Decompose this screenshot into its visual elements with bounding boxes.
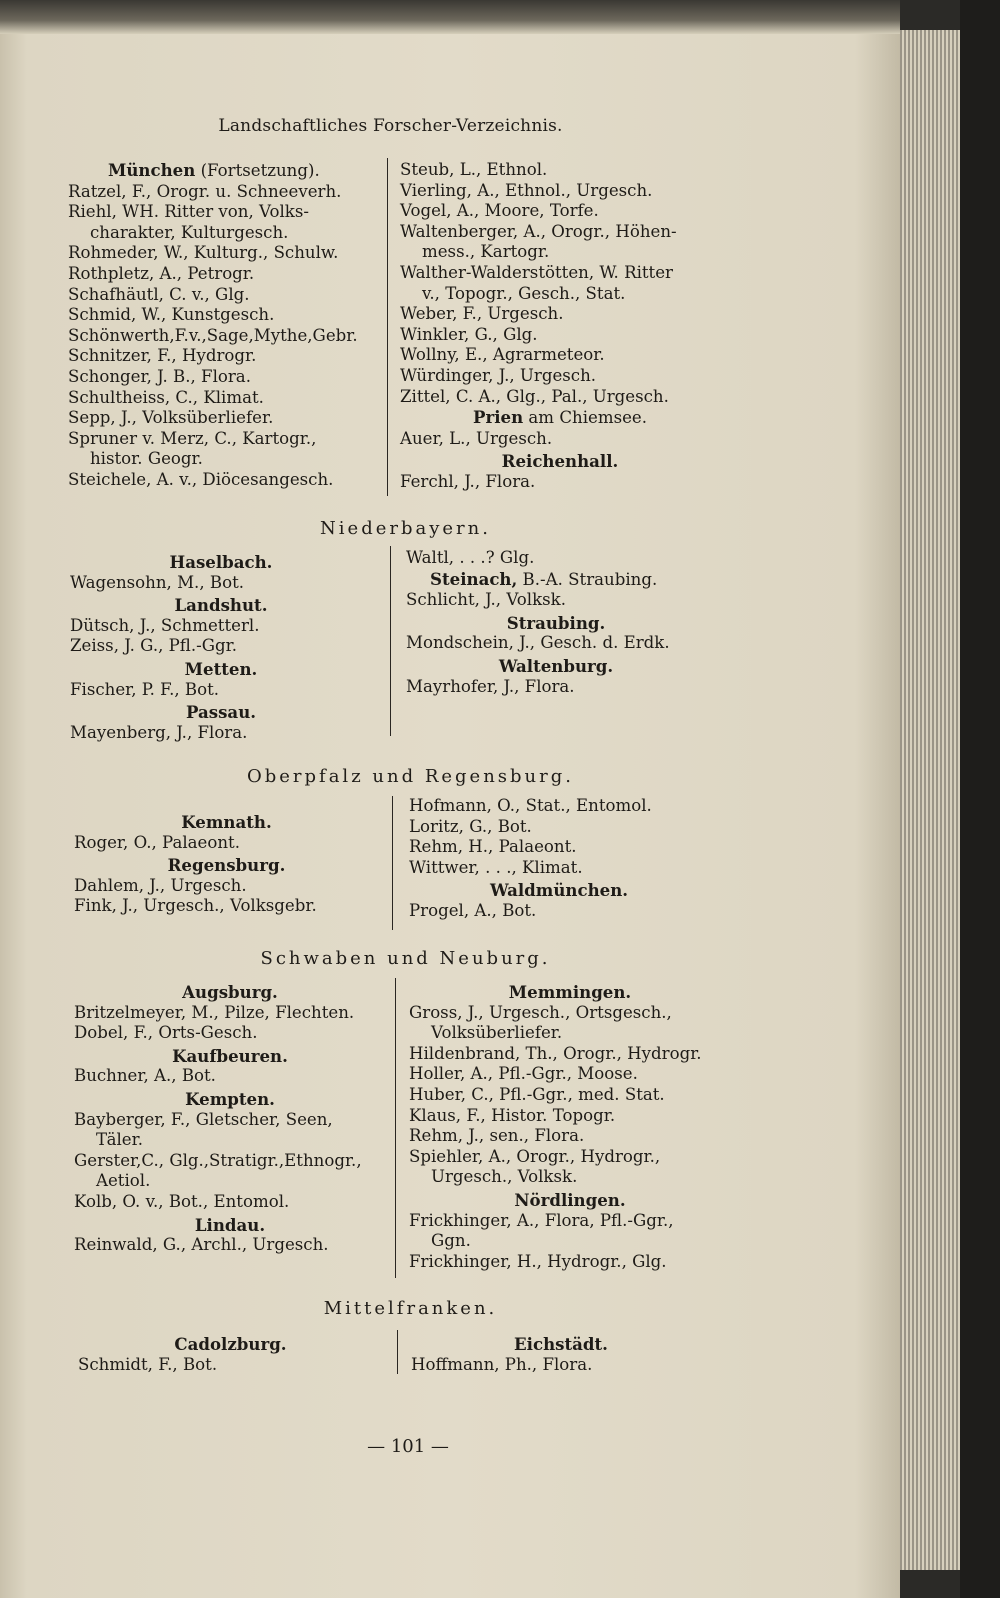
researcher-entry: Schafhäutl, C. v., Glg. bbox=[68, 284, 250, 304]
researcher-entry: Schmid, W., Kunstgesch. bbox=[68, 305, 275, 325]
column-divider bbox=[397, 1330, 398, 1374]
place-heading: Augsburg. bbox=[182, 982, 278, 1002]
place-heading: Eichstädt. bbox=[514, 1334, 608, 1354]
researcher-entry: Holler, A., Pfl.-Ggr., Moose. bbox=[409, 1064, 638, 1084]
researcher-entry: Rehm, J., sen., Flora. bbox=[409, 1126, 585, 1146]
place-heading: Kaufbeuren. bbox=[172, 1045, 288, 1066]
section-schwaben-left-column bbox=[74, 980, 386, 1256]
researcher-entry: Loritz, G., Bot. bbox=[409, 816, 532, 836]
researcher-entry: Zeiss, J. G., Pfl.-Ggr. bbox=[70, 636, 238, 656]
researcher-entry: Walther-Walderstötten, W. Ritter bbox=[400, 262, 673, 282]
researcher-entry: v., Topogr., Gesch., Stat. bbox=[422, 283, 626, 303]
page-top-edge bbox=[0, 0, 900, 34]
section-muenchen-right-column bbox=[400, 160, 720, 493]
researcher-entry: Gross, J., Urgesch., Ortsgesch., bbox=[409, 1002, 672, 1022]
researcher-entry: Kolb, O. v., Bot., Entomol. bbox=[74, 1191, 290, 1211]
researcher-entry: mess., Kartogr. bbox=[422, 242, 550, 262]
section-niederbayern-left-column bbox=[70, 550, 372, 743]
place-heading: Kempten. bbox=[185, 1088, 275, 1109]
place-name: Steinach, bbox=[430, 568, 518, 589]
place-heading: Landshut. bbox=[174, 595, 268, 616]
researcher-entry: Reinwald, G., Archl., Urgesch. bbox=[74, 1235, 329, 1255]
place-heading: Haselbach. bbox=[169, 552, 273, 572]
researcher-entry: Steub, L., Ethnol. bbox=[400, 160, 548, 179]
researcher-entry: Ggn. bbox=[431, 1231, 471, 1251]
researcher-entry: Schultheiss, C., Klimat. bbox=[68, 387, 264, 407]
researcher-entry: Würdinger, J., Urgesch. bbox=[400, 365, 597, 385]
researcher-entry: Gerster,C., Glg.,Stratigr.,Ethnogr., bbox=[74, 1150, 362, 1170]
researcher-entry: Buchner, A., Bot. bbox=[74, 1066, 216, 1086]
researcher-entry: Spruner v. Merz, C., Kartogr., bbox=[68, 428, 317, 448]
section-niederbayern-right-column bbox=[406, 548, 706, 697]
place-heading: Prien am Chiemsee. bbox=[472, 407, 647, 428]
researcher-entry: Progel, A., Bot. bbox=[409, 900, 537, 920]
researcher-entry: Wagensohn, M., Bot. bbox=[70, 572, 245, 592]
section-title-niederbayern: Niederbayern. bbox=[320, 518, 491, 539]
section-mittelfranken-right-column bbox=[411, 1332, 711, 1375]
researcher-entry: Britzelmeyer, M., Pilze, Flechten. bbox=[74, 1002, 355, 1022]
column-divider bbox=[392, 796, 393, 930]
researcher-entry: Schlicht, J., Volksk. bbox=[406, 590, 567, 610]
place-heading: Memmingen. bbox=[508, 982, 632, 1002]
researcher-entry: Mondschein, J., Gesch. d. Erdk. bbox=[406, 633, 670, 653]
place-heading: Cadolzburg. bbox=[174, 1334, 287, 1354]
researcher-entry: Vierling, A., Ethnol., Urgesch. bbox=[400, 180, 653, 200]
researcher-entry: Winkler, G., Glg. bbox=[400, 324, 538, 344]
researcher-entry: Riehl, WH. Ritter von, Volks- bbox=[68, 202, 309, 222]
researcher-entry: Wittwer, . . ., Klimat. bbox=[409, 857, 583, 877]
place-heading: Kemnath. bbox=[181, 812, 272, 832]
place-heading: Waltenburg. bbox=[498, 655, 614, 676]
place-heading: Straubing. bbox=[506, 612, 606, 633]
researcher-entry: Bayberger, F., Gletscher, Seen, bbox=[74, 1109, 333, 1129]
place-heading: Passau. bbox=[185, 702, 257, 723]
place-heading: Waldmünchen. bbox=[489, 880, 629, 901]
researcher-entry: Waltl, . . .? Glg. bbox=[406, 548, 535, 567]
section-title-mittelfranken: Mittelfranken. bbox=[323, 1298, 498, 1319]
researcher-entry: Spiehler, A., Orogr., Hydrogr., bbox=[409, 1146, 661, 1166]
researcher-entry: Rothpletz, A., Petrogr. bbox=[68, 263, 255, 283]
section-title-oberpfalz: Oberpfalz und Regensburg. bbox=[246, 766, 575, 787]
researcher-entry: Waltenberger, A., Orogr., Höhen- bbox=[400, 221, 677, 241]
section-muenchen-left-column bbox=[68, 160, 376, 491]
researcher-entry: Dütsch, J., Schmetterl. bbox=[70, 615, 260, 635]
researcher-entry: Schmidt, F., Bot. bbox=[78, 1354, 218, 1374]
researcher-entry: Volksüberliefer. bbox=[431, 1023, 563, 1043]
section-oberpfalz-left-column bbox=[74, 810, 379, 917]
researcher-entry: Dobel, F., Orts-Gesch. bbox=[74, 1023, 258, 1043]
researcher-entry: Hoffmann, Ph., Flora. bbox=[411, 1354, 593, 1374]
researcher-entry: Weber, F., Urgesch. bbox=[400, 304, 564, 324]
place-heading: Lindau. bbox=[194, 1214, 266, 1235]
section-oberpfalz-right-column bbox=[409, 796, 709, 922]
researcher-entry: Ferchl, J., Flora. bbox=[400, 471, 536, 491]
researcher-entry: Rohmeder, W., Kulturg., Schulw. bbox=[68, 243, 339, 263]
researcher-entry: Auer, L., Urgesch. bbox=[400, 428, 553, 448]
researcher-entry: Sepp, J., Volksüberliefer. bbox=[68, 408, 274, 428]
researcher-entry: Hofmann, O., Stat., Entomol. bbox=[409, 796, 652, 815]
researcher-entry: Rehm, H., Palaeont. bbox=[409, 837, 577, 857]
researcher-entry: Frickhinger, A., Flora, Pfl.-Ggr., bbox=[409, 1210, 674, 1230]
researcher-entry: Frickhinger, H., Hydrogr., Glg. bbox=[409, 1251, 667, 1271]
researcher-entry: Dahlem, J., Urgesch. bbox=[74, 875, 247, 895]
researcher-entry: Huber, C., Pfl.-Ggr., med. Stat. bbox=[409, 1084, 665, 1104]
section-title-schwaben: Schwaben und Neuburg. bbox=[260, 948, 551, 969]
place-heading: Reichenhall. bbox=[501, 451, 619, 472]
place-heading: Regensburg. bbox=[167, 855, 286, 876]
place-heading: Metten. bbox=[184, 658, 258, 679]
researcher-entry: Schönwerth,F.v.,Sage,Mythe,Gebr. bbox=[68, 325, 358, 345]
researcher-entry: Hildenbrand, Th., Orogr., Hydrogr. bbox=[409, 1043, 702, 1063]
researcher-entry: charakter, Kulturgesch. bbox=[90, 222, 289, 242]
column-divider bbox=[390, 546, 391, 736]
place-heading: Nördlingen. bbox=[514, 1189, 626, 1210]
place-heading: München (Fortsetzung). bbox=[108, 160, 320, 180]
page-stack-edge bbox=[900, 30, 960, 1570]
researcher-entry: Mayenberg, J., Flora. bbox=[70, 722, 248, 742]
researcher-entry: Zittel, C. A., Glg., Pal., Urgesch. bbox=[400, 386, 669, 406]
researcher-entry: Fink, J., Urgesch., Volksgebr. bbox=[74, 896, 317, 916]
researcher-entry: Schonger, J. B., Flora. bbox=[68, 366, 251, 386]
researcher-entry: Mayrhofer, J., Flora. bbox=[406, 676, 575, 696]
column-divider bbox=[395, 978, 396, 1278]
researcher-entry: Roger, O., Palaeont. bbox=[74, 832, 240, 852]
researcher-entry: histor. Geogr. bbox=[90, 449, 203, 469]
section-schwaben-right-column bbox=[409, 980, 731, 1272]
running-head: Landschaftliches Forscher-Verzeichnis. bbox=[218, 116, 563, 136]
researcher-entry: Urgesch., Volksk. bbox=[431, 1167, 578, 1187]
place-name: Prien bbox=[472, 407, 524, 428]
researcher-entry: Aetiol. bbox=[96, 1171, 151, 1191]
researcher-entry: Schnitzer, F., Hydrogr. bbox=[68, 346, 257, 366]
section-mittelfranken-left-column bbox=[78, 1332, 383, 1375]
book-spine bbox=[960, 0, 1000, 1598]
place-name: München bbox=[108, 160, 196, 180]
researcher-entry: Wollny, E., Agrarmeteor. bbox=[400, 345, 605, 365]
researcher-entry: Vogel, A., Moore, Torfe. bbox=[400, 201, 599, 221]
researcher-entry: Ratzel, F., Orogr. u. Schneeverh. bbox=[68, 181, 342, 201]
column-divider bbox=[387, 158, 388, 496]
researcher-entry: Täler. bbox=[96, 1130, 143, 1150]
researcher-entry: Klaus, F., Histor. Topogr. bbox=[409, 1105, 616, 1125]
researcher-entry: Steichele, A. v., Diöcesangesch. bbox=[68, 469, 334, 489]
page-number: — 101 — bbox=[367, 1436, 449, 1457]
researcher-entry: Fischer, P. F., Bot. bbox=[70, 679, 220, 699]
place-heading: Steinach, B.-A. Straubing. bbox=[430, 568, 658, 589]
